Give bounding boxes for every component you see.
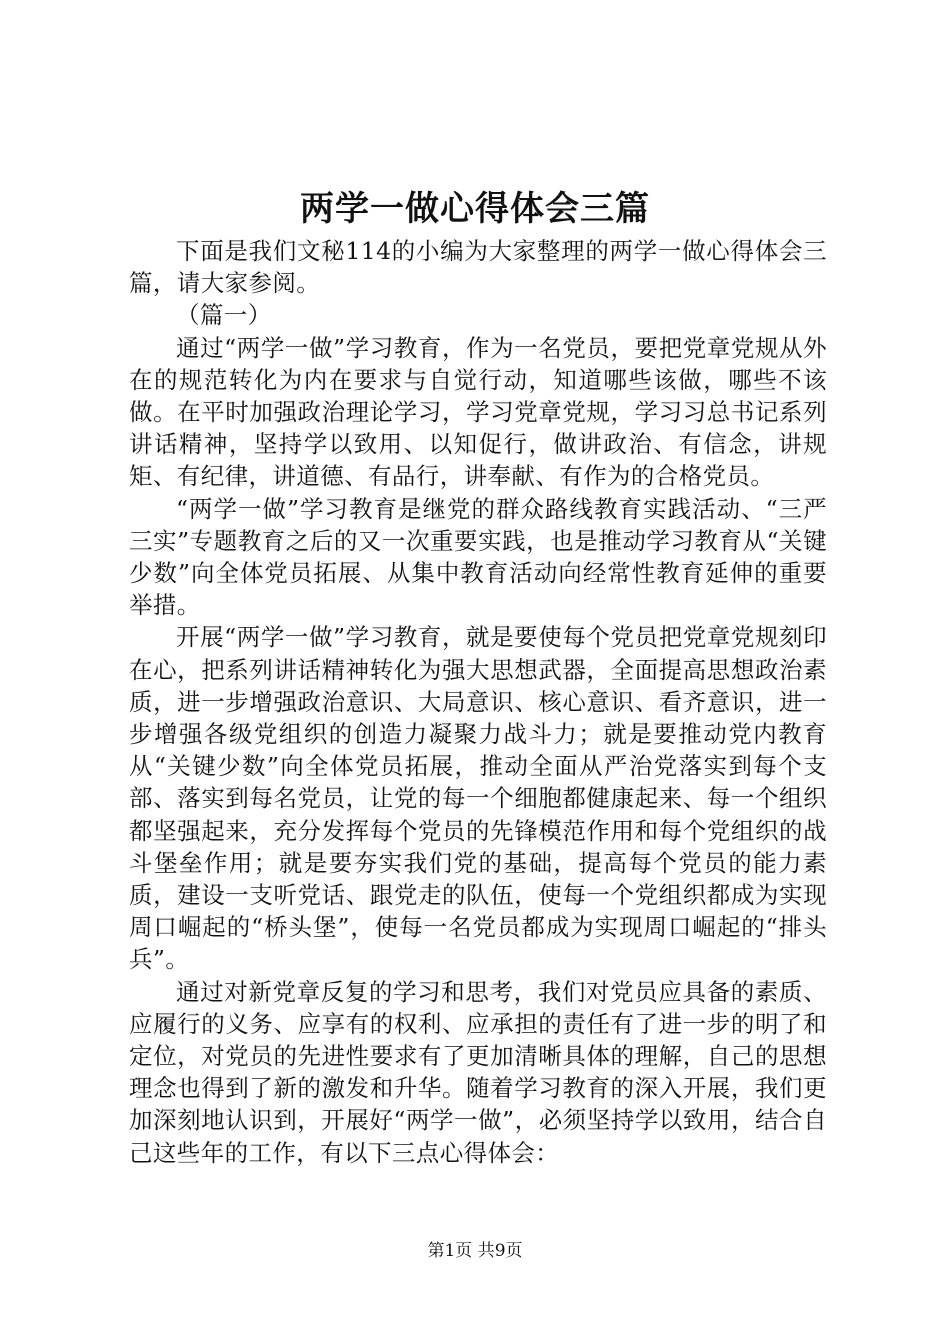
page-number-footer: 第1页 共9页 <box>427 1241 523 1261</box>
body-paragraph: 通过“两学一做”学习教育，作为一名党员，要把党章党规从外在的规范转化为内在要求与自觉行动，知道哪些该做，哪些不该做。在平时加强政治理论学习，学习党章党规，学习习总书记系列讲话精神，坚持学以致用、以知促行，做讲政治、有信念，讲规矩、有纪律，讲道德、有品行，讲奉献、有作为的合格党员。 <box>129 333 827 491</box>
document-title: 两学一做心得体会三篇 <box>300 189 650 229</box>
body-paragraph: 开展“两学一做”学习教育，就是要使每个党员把党章党规刻印在心，把系列讲话精神转化为强大思想武器，全面提高思想政治素质，进一步增强政治意识、大局意识、核心意识、看齐意识，进一步增强各级党组织的创造力凝聚力战斗力；就是要推动党内教育从“关键少数”向全体党员拓展，推动全面从严治党落实到每个支部、落实到每名党员，让党的每一个细胞都健康起来、每一个组织都坚强起来，充分发挥每个党员的先锋模范作用和每个党组织的战斗堡垒作用；就是要夯实我们党的基础，提高每个党员的能力素质，建设一支听党话、跟党走的队伍，使每一个党组织都成为实现周口崛起的“桥头堡”，使每一名党员都成为实现周口崛起的“排头兵”。 <box>129 623 827 974</box>
document-body <box>129 235 827 1169</box>
section-heading: （篇一） <box>176 301 272 330</box>
intro-paragraph: 下面是我们文秘114的小编为大家整理的两学一做心得体会三篇，请大家参阅。 <box>129 237 827 298</box>
body-paragraph: “两学一做”学习教育是继党的群众路线教育实践活动、“三严三实”专题教育之后的又一次重要实践，也是推动学习教育从“关键少数”向全体党员拓展、从集中教育活动向经常性教育延伸的重要举措。 <box>129 494 827 620</box>
body-paragraph: 通过对新党章反复的学习和思考，我们对党员应具备的素质、应履行的义务、应享有的权利、应承担的责任有了进一步的明了和定位，对党员的先进性要求有了更加清晰具体的理解，自己的思想理念也得到了新的激发和升华。随着学习教育的深入开展，我们更加深刻地认识到，开展好“两学一做”，必须坚持学以致用，结合自己这些年的工作，有以下三点心得体会： <box>129 977 827 1167</box>
